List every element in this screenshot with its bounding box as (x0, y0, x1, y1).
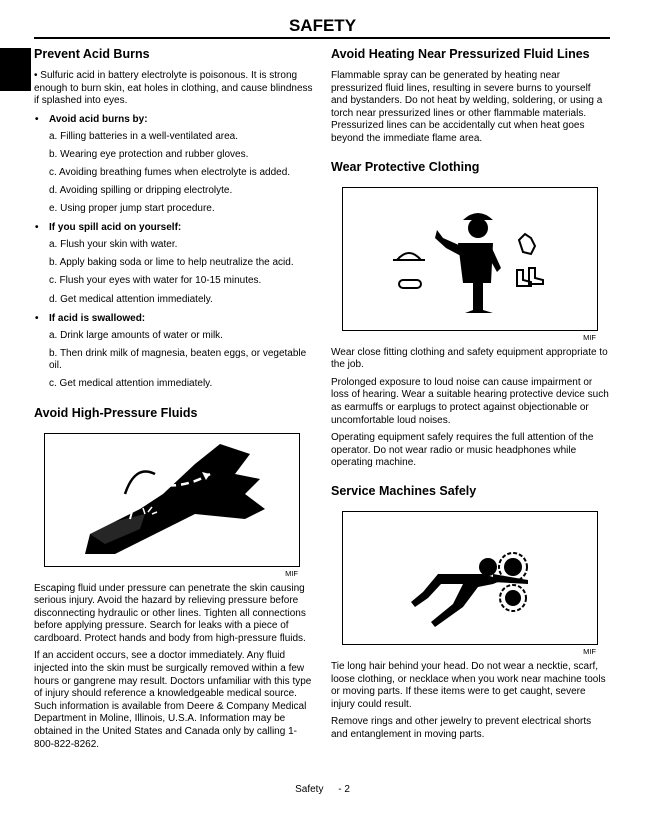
service-paragraph-2: Remove rings and other jewelry to prevent electrical shorts and entanglement in moving parts. (331, 716, 592, 740)
service-machines-heading: Service Machines Safely (331, 483, 477, 498)
list-item: b. Apply baking soda or lime to help neutralize the acid. (49, 257, 294, 269)
right-column (331, 46, 609, 746)
list-item: a. Drink large amounts of water or milk. (49, 329, 223, 341)
high-pressure-illustration (44, 433, 300, 567)
list-item: b. Then drink milk of magnesia, beaten eggs, or vegetable oil. (49, 347, 307, 372)
protective-clothing-illustration (342, 187, 598, 331)
list-item: b. Wearing eye protection and rubber gloves. (49, 148, 249, 160)
list-item: c. Avoiding breathing fumes when electrolyte is added. (49, 166, 291, 178)
heating-paragraph: Flammable spray can be generated by heating near pressurized fluid lines, resulting in severe burns to yourself and bystanders. Do not heat by welding, soldering, or using a torch near pressurized lines or other flammable materials. Pressurized lines can be accidentally cut when heat goes beyond the immediate flame area. (331, 70, 603, 144)
protective-clothing-heading: Wear Protective Clothing (331, 159, 480, 174)
list-item: e. Using proper jump start procedure. (49, 203, 215, 215)
heating-heading: Avoid Heating Near Pressurized Fluid Lines (331, 47, 590, 61)
list-item: d. Get medical attention immediately. (49, 293, 213, 305)
figure-caption: MIF (285, 568, 298, 578)
acid-burns-heading: Prevent Acid Burns (34, 47, 150, 61)
clothing-paragraph-3: Operating equipment safely requires the full attention of the operator. Do not wear radio or music headphones while operating machine. (331, 432, 594, 469)
header-rule (34, 37, 610, 39)
page-footer (0, 784, 645, 795)
list-item: c. Get medical attention immediately. (49, 378, 213, 390)
service-machines-illustration (342, 511, 598, 645)
acid-bullet-spill: • If you spill acid on yourself: (34, 221, 314, 234)
figure-caption: MIF (583, 332, 596, 342)
list-item: a. Filling batteries in a well-ventilated area. (49, 130, 238, 142)
left-column (34, 46, 314, 756)
list-item: c. Flush your eyes with water for 10-15 minutes. (49, 275, 262, 287)
clothing-paragraph-2: Prolonged exposure to loud noise can cause impairment or loss of hearing. Wear a suitable hearing protective device such as earmuffs or earplugs to protect against objectionable or uncomfortable loud noises. (331, 376, 609, 426)
acid-bullet-swallowed: • If acid is swallowed: (34, 312, 314, 325)
page-title: SAFETY (288, 16, 357, 35)
high-pressure-paragraph-2: If an accident occurs, see a doctor immediately. Any fluid injected into the skin must be surgically removed within a few hours or gangrene may result. Doctors unfamiliar with this type of injury should reference a knowledgeable medical source. Such information is available from Deere & Company Medical Department in Moline, Illinois, U.S.A. Information may be obtained in the United States and Canada only by calling 1-800-822-8262. (34, 650, 312, 750)
worker-safety-gear-icon (343, 188, 597, 330)
high-pressure-paragraph-1: Escaping fluid under pressure can penetrate the skin causing serious injury. Avoid the hazard by relieving pressure before disconnecting hydraulic or other lines. Tighten all connections before applying pressure. Search for leaks with a piece of cardboard. Protect hands and body from high-pressure fluids. (34, 582, 306, 644)
high-pressure-heading: Avoid High-Pressure Fluids (34, 405, 198, 420)
list-item: d. Avoiding spilling or dripping electrolyte. (49, 185, 233, 197)
acid-bullet-avoid: • Avoid acid burns by: (34, 113, 314, 126)
clothing-paragraph-1: Wear close fitting clothing and safety equipment appropriate to the job. (331, 346, 608, 371)
section-tab-marker (0, 48, 31, 91)
acid-burns-intro: • Sulfuric acid in battery electrolyte is poisonous. It is strong enough to burn skin, eat holes in clothing, and cause blindness if splashed into eyes. (34, 70, 313, 107)
hand-fluid-injection-icon (45, 434, 299, 566)
footer-section: Safety (295, 784, 324, 795)
figure-caption: MIF (583, 646, 596, 656)
service-paragraph-1: Tie long hair behind your head. Do not wear a necktie, scarf, loose clothing, or necklace when you work near machine tools or moving parts. If these items were to get caught, severe injury could result. (331, 660, 606, 710)
person-caught-in-gears-icon (343, 512, 597, 644)
list-item: a. Flush your skin with water. (49, 239, 178, 251)
page-number: - 2 (338, 784, 350, 795)
